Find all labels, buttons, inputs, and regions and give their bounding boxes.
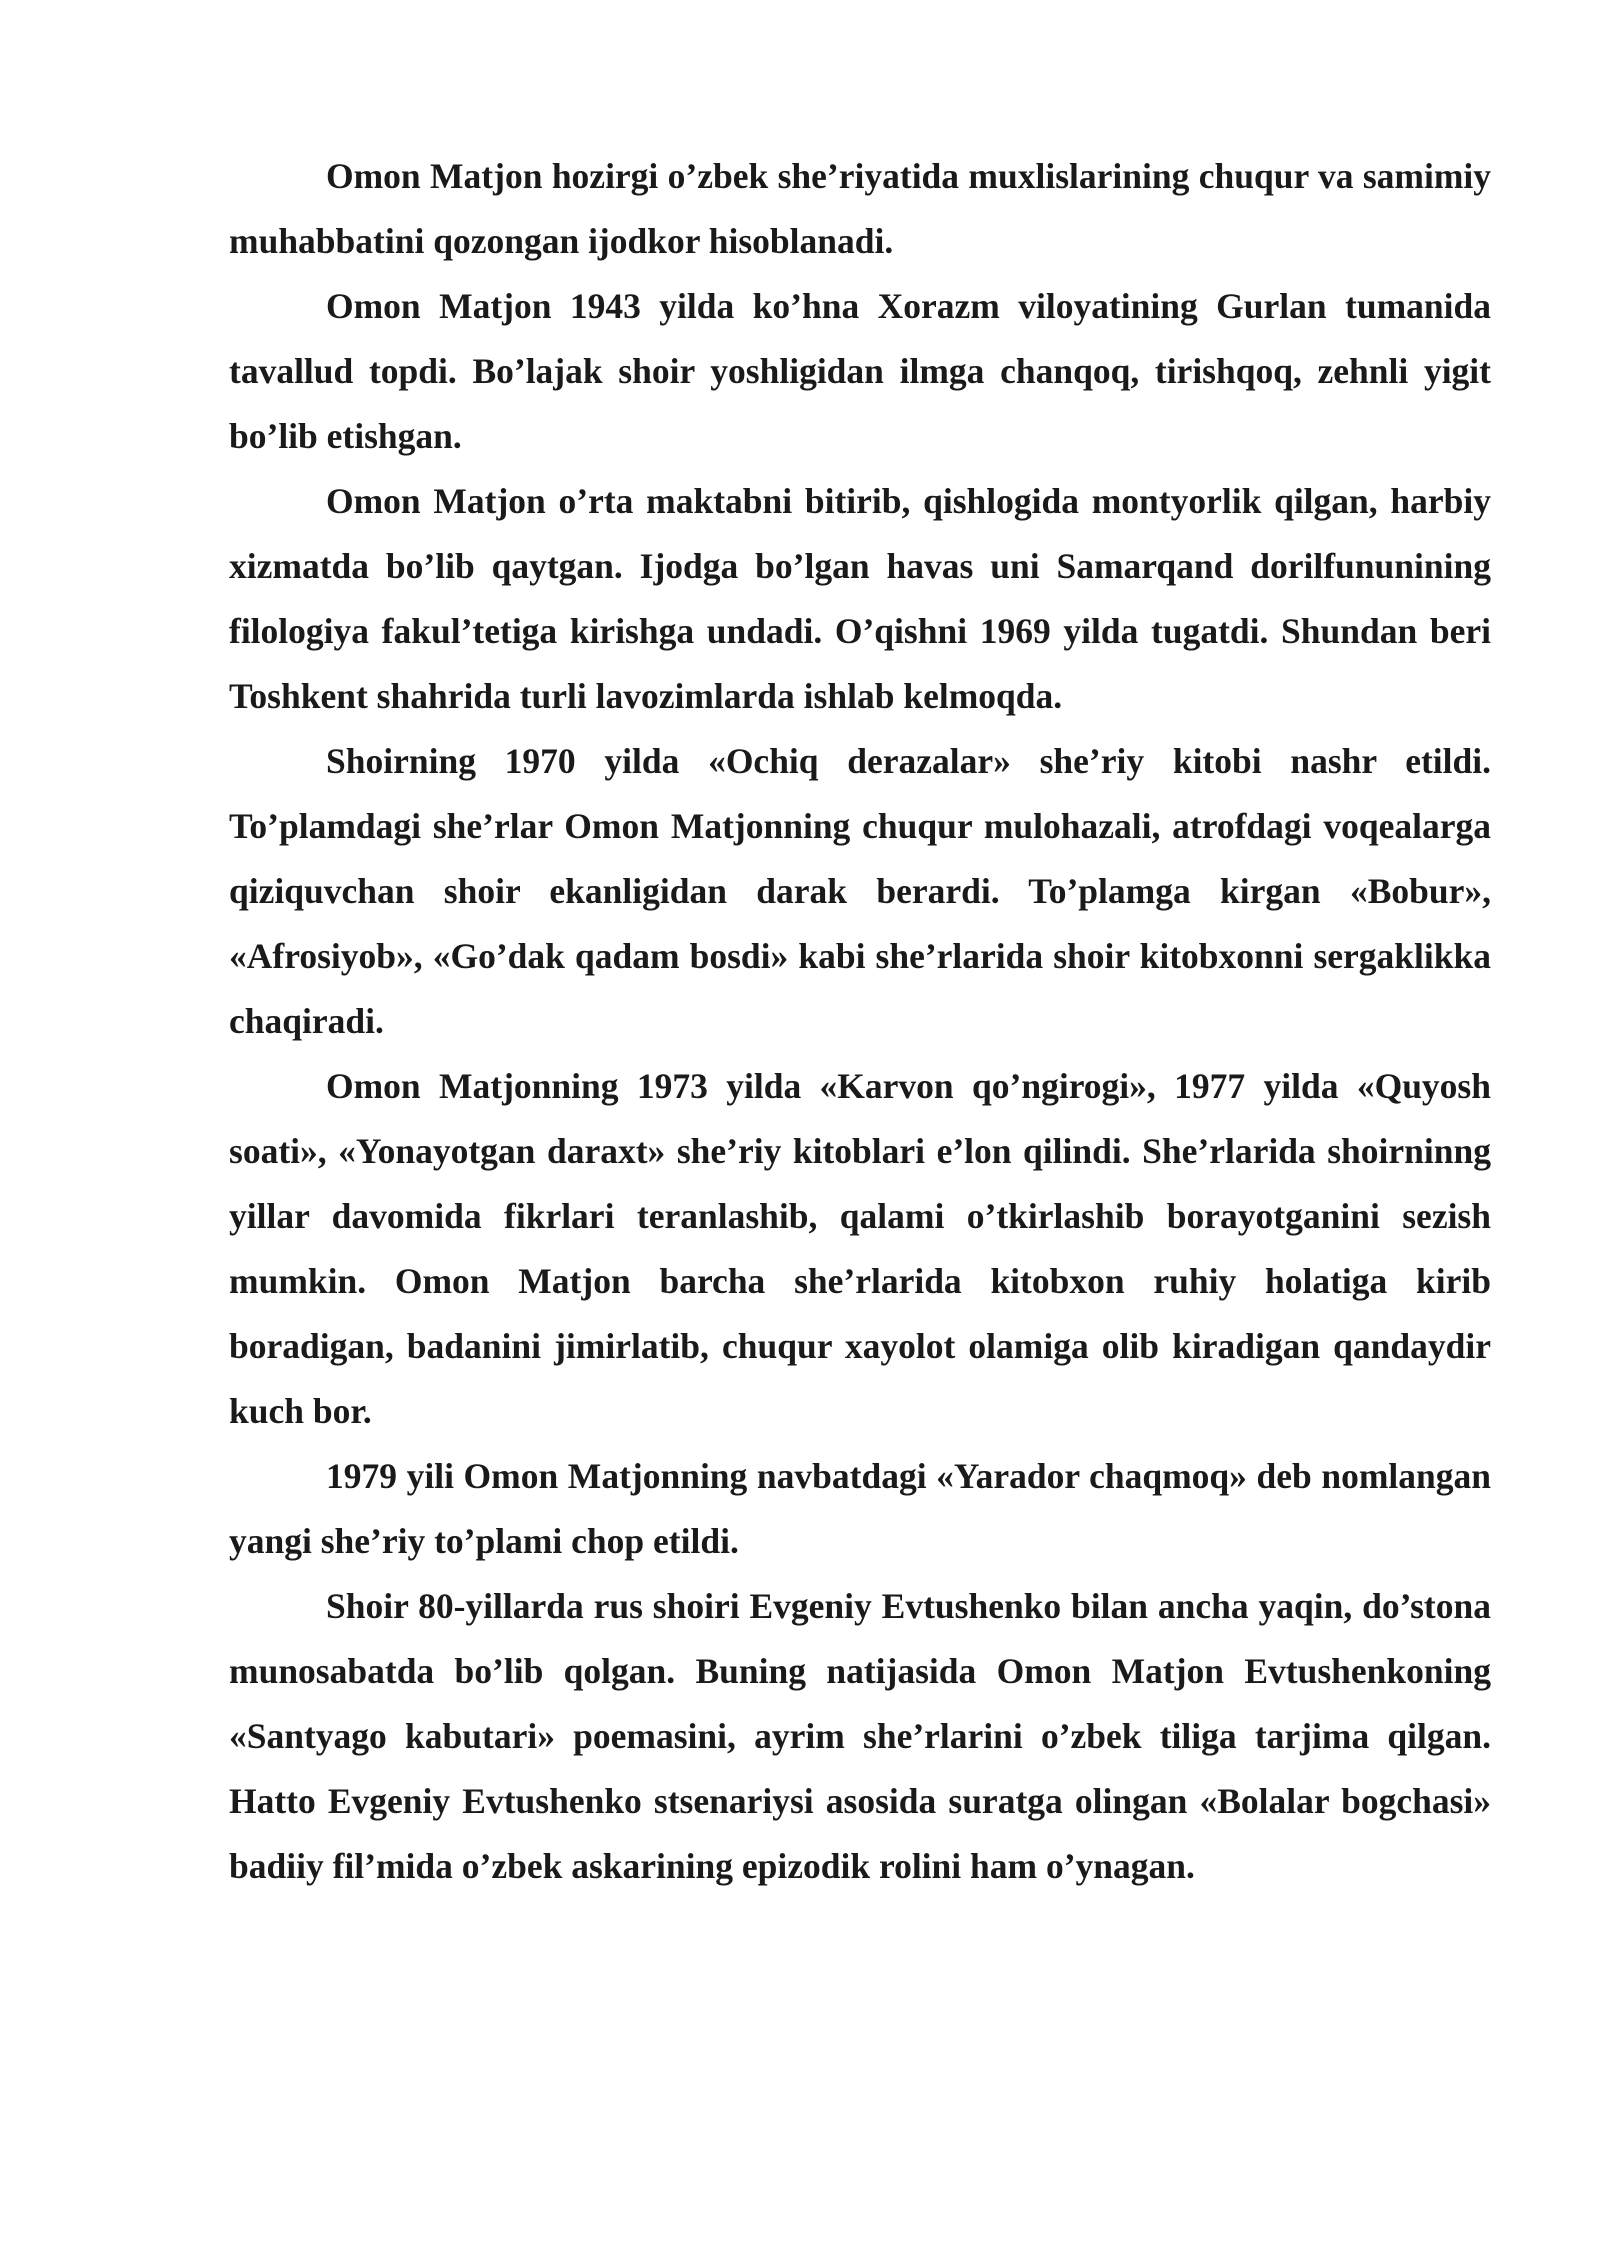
paragraph-birth: Omon Matjon 1943 yilda ko’hna Xorazm viloyatining Gurlan tumanida tavallud topdi. Bo’lajak shoir yoshligidan ilmga chanqoq, tirishqoq, zehnli yigit bo’lib etishgan. <box>229 286 1491 456</box>
paragraph-intro: Omon Matjon hozirgi o’zbek she’riyatida muxlislarining chuqur va samimiy muhabbatini qozongan ijodkor hisoblanadi. <box>229 156 1491 261</box>
paragraph-first-book: Shoirning 1970 yilda «Ochiq derazalar» she’riy kitobi nashr etildi. To’plamdagi she’rlar Omon Matjonning chuqur mulohazali, atrofdagi voqealarga qiziquvchan shoir ekanligidan darak berardi. To’plamga kirgan «Bobur», «Afrosiyob», «Go’dak qadam bosdi» kabi she’rlarida shoir kitobxonni sergaklikka chaqiradi. <box>229 741 1491 1041</box>
paragraph-later-books: Omon Matjonning 1973 yilda «Karvon qo’ngirogi», 1977 yilda «Quyosh soati», «Yonayotgan daraxt» she’riy kitoblari e’lon qilindi. She’rlarida shoirninng yillar davomida fikrlari teranlashib, qalami o’tkirlashib borayotganini sezish mumkin. Omon Matjon barcha she’rlarida kitobxon ruhiy holatiga kirib boradigan, badanini jimirlatib, chuqur xayolot olamiga olib kiradigan qandaydir kuch bor. <box>229 1066 1491 1431</box>
document-body <box>229 144 1491 1899</box>
paragraph-education: Omon Matjon o’rta maktabni bitirib, qishlogida montyorlik qilgan, harbiy xizmatda bo’lib qaytgan. Ijodga bo’lgan havas uni Samarqand dorilfununining filologiya fakul’tetiga kirishga undadi. O’qishni 1969 yilda tugatdi. Shundan beri Toshkent shahrida turli lavozimlarda ishlab kelmoqda. <box>229 481 1491 716</box>
paragraph-1979-collection: 1979 yili Omon Matjonning navbatdagi «Yarador chaqmoq» deb nomlangan yangi she’riy to’plami chop etildi. <box>229 1456 1491 1561</box>
paragraph-evtushenko: Shoir 80-yillarda rus shoiri Evgeniy Evtushenko bilan ancha yaqin, do’stona munosabatda bo’lib qolgan. Buning natijasida Omon Matjon Evtushenkoning «Santyago kabutari» poemasini, ayrim she’rlarini o’zbek tiliga tarjima qilgan. Hatto Evgeniy Evtushenko stsenariysi asosida suratga olingan «Bolalar bogchasi» badiiy fil’mida o’zbek askarining epizodik rolini ham o’ynagan. <box>229 1586 1491 1886</box>
